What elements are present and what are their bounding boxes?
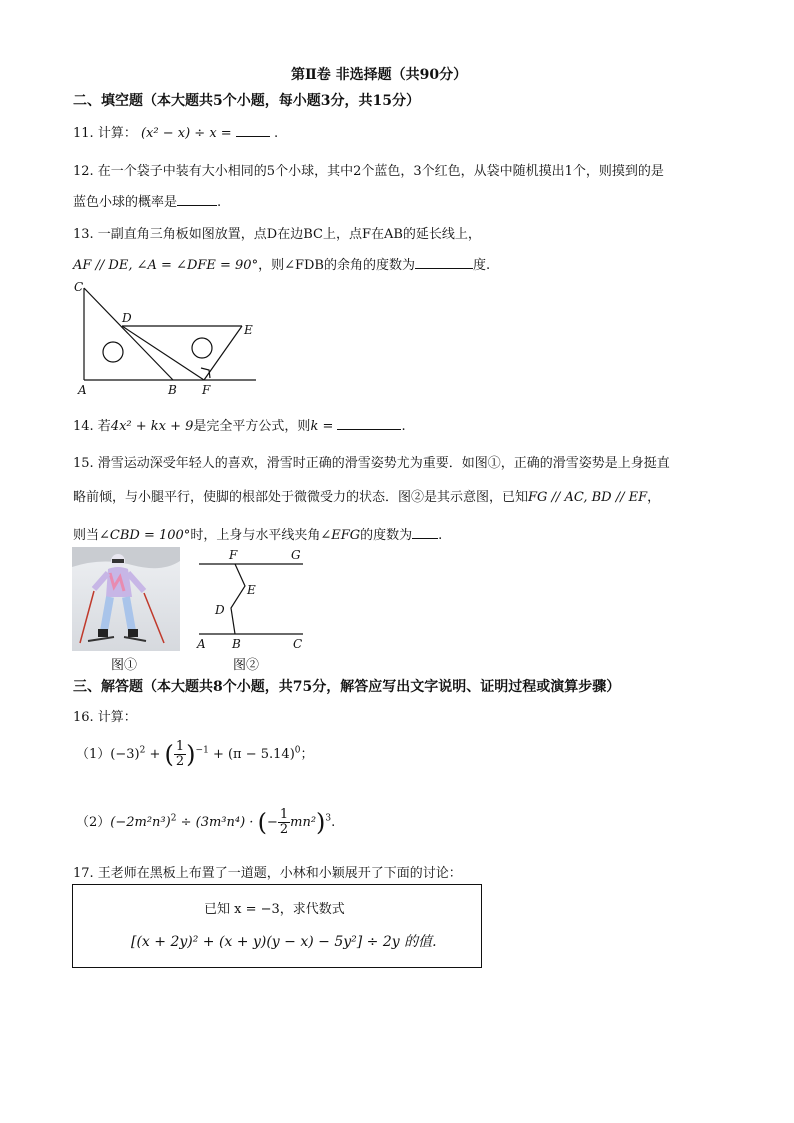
- page-title: 第Ⅱ卷 非选择题（共90分）: [291, 67, 468, 83]
- fig15-label-c: C: [293, 637, 303, 651]
- q16-p1-label: （1）: [76, 747, 111, 762]
- q13-condition: AF // DE, ∠A = ∠DFE = 90°: [73, 258, 259, 273]
- question-15-line2: [73, 486, 660, 505]
- q15-angle-efg: ∠EFG: [320, 528, 361, 543]
- fig15-label-d: D: [215, 603, 225, 617]
- q17-box-line2: [(x + 2y)² + (x + y)(y − x) − 5y²] ÷ 2y 的值.: [131, 934, 437, 950]
- q16-part1: $(1)(-3)^2$ + ( $\frac{1}{2}$ )$^{-1} + (\pi - 5.14)^0$；: [76, 739, 314, 769]
- q15-line3-mid: 时，上身与水平线夹角: [190, 528, 321, 543]
- skier-photo: [72, 547, 180, 651]
- figure-13-triangles: [70, 278, 270, 400]
- q13-text: ，则∠FDB的余角的度数为: [258, 258, 415, 273]
- q15-line3-text: 的度数为: [360, 528, 413, 543]
- section-3-heading: 三、解答题（本大题共8个小题，共75分，解答应写出文字说明、证明过程或演算步骤）: [73, 679, 621, 695]
- section-2-heading: 二、填空题（本大题共5个小题，每小题3分，共15分）: [73, 93, 420, 109]
- q12-line2: 蓝色小球的概率是: [73, 195, 178, 210]
- q15-end: .: [438, 528, 443, 543]
- q13-end: 度.: [472, 258, 491, 273]
- q12-answer-blank: [177, 193, 217, 206]
- q11-text: 计算：: [97, 126, 137, 141]
- question-11: [73, 122, 278, 141]
- fig15-label-f: F: [229, 548, 238, 562]
- q12-end: .: [217, 195, 222, 210]
- q16-part2: $(2)(-2m^2n^3)^2 \div (3m^3n^4)$ · (− $\frac{1}{2}$ mn²)$^3$.: [76, 807, 336, 837]
- q15-line2-text: 略前倾，与小腿平行，使脚的根部处于微微受力的状态．图②是其示意图，已知: [73, 490, 529, 505]
- figure-15-schematic: [195, 546, 307, 652]
- q16-p2-term2: ÷ (3m³n⁴) ·: [180, 815, 254, 830]
- q14-mid: 是完全平方公式，则: [193, 419, 311, 434]
- q15-line3-pre: 则当: [73, 528, 100, 543]
- q16-p2-label: （2）: [76, 815, 111, 830]
- q15-line1: 15. 滑雪运动深受年轻人的喜欢，滑雪时正确的滑雪姿势尤为重要．如图①，正确的滑雪姿势是上身挺直: [73, 456, 670, 471]
- fig13-label-a: A: [78, 383, 87, 397]
- q16-p1-term3: (π − 5.14): [227, 747, 295, 762]
- fig15-label-b: B: [232, 637, 241, 651]
- fig15-label-g: G: [291, 548, 301, 562]
- q13-answer-blank: [415, 256, 473, 269]
- fig15-label-e: E: [247, 583, 256, 597]
- fig13-label-e: E: [244, 323, 253, 337]
- q16-p2-term1: (−2m²n³): [110, 815, 171, 830]
- fig13-label-c: C: [74, 280, 84, 294]
- fig-2-caption: 图②: [233, 658, 260, 673]
- q15-angle-cbd: ∠CBD = 100°: [99, 528, 191, 543]
- fig15-label-a: A: [197, 637, 206, 651]
- q14-answer-blank: [337, 417, 401, 430]
- q12-line1: 12. 在一个袋子中装有大小相同的5个小球，其中2个蓝色，3个红色，从袋中随机摸出1个，则摸到的是: [73, 164, 664, 179]
- q15-answer-blank: [412, 526, 438, 539]
- question-13-line2: [73, 254, 490, 273]
- question-15-line3: [73, 524, 442, 543]
- fig13-label-b: B: [168, 383, 177, 397]
- q17-text: 17. 王老师在黑板上布置了一道题，小林和小颖展开了下面的讨论：: [73, 866, 462, 881]
- fig13-label-f: F: [202, 383, 211, 397]
- q11-number: 11.: [73, 126, 94, 141]
- q14-pre: 14. 若: [73, 419, 111, 434]
- q11-expression: (x² − x) ÷ x =: [140, 126, 232, 141]
- q14-expression: 4x² + kx + 9: [110, 419, 194, 434]
- fig13-label-d: D: [122, 311, 132, 325]
- q13-line1: 13. 一副直角三角板如图放置，点D在边BC上，点F在AB的延长线上，: [73, 227, 481, 242]
- q14-end: .: [401, 419, 406, 434]
- question-12-line2: [73, 191, 221, 210]
- q16-label: 16. 计算：: [73, 710, 137, 725]
- fig-1-caption: 图①: [111, 658, 138, 673]
- q15-line2-end: ，: [647, 490, 661, 505]
- q17-box-line1: 已知 x = −3，求代数式: [204, 902, 345, 917]
- question-14: [73, 415, 406, 434]
- q15-given: FG // AC, BD // EF: [528, 490, 648, 505]
- q16-p1-term1: (−3): [110, 747, 140, 762]
- q11-answer-blank: [236, 124, 270, 137]
- q14-k: k =: [310, 419, 334, 434]
- q16-p2-term3: mn²: [290, 815, 317, 830]
- q11-end: .: [273, 126, 279, 141]
- q17-problem-box: [72, 884, 482, 968]
